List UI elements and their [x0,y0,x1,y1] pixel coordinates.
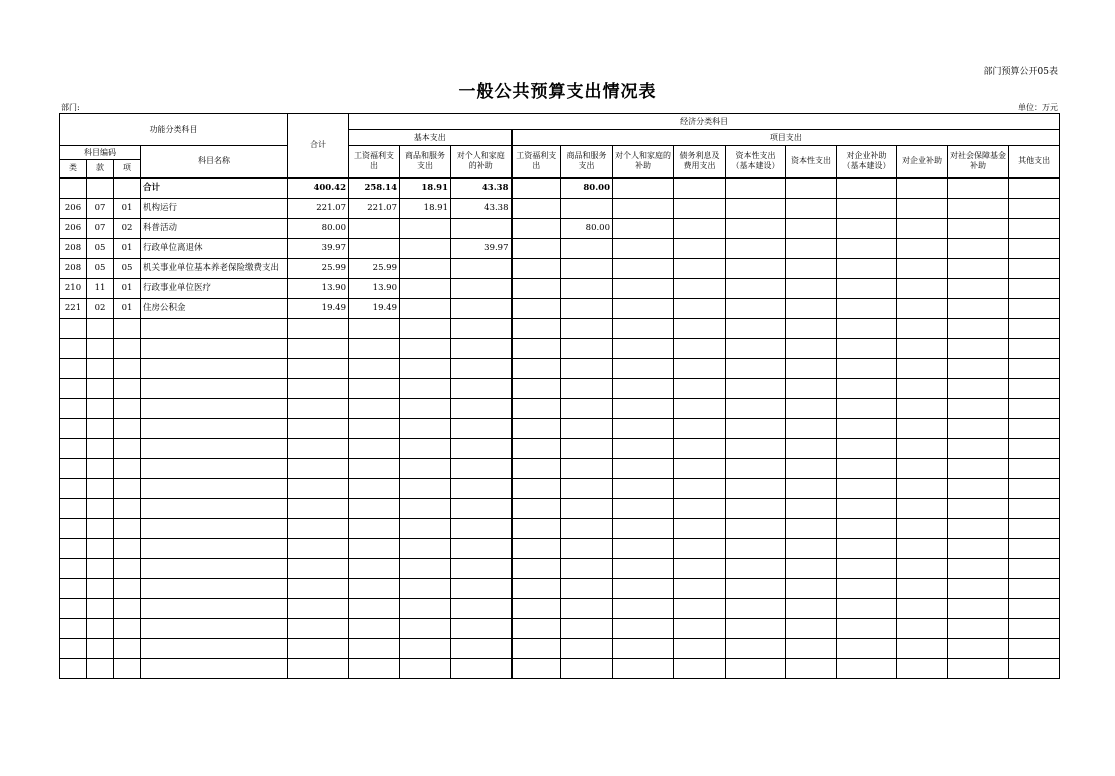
cell-xiang: 02 [114,218,141,238]
cell-kuan: 11 [87,278,114,298]
cell-b-wage [349,238,400,258]
cell-name: 行政单位离退休 [141,238,288,258]
cell-b-wage: 221.07 [349,198,400,218]
cell-p-wage [512,278,561,298]
cell-xiang: 01 [114,298,141,318]
basic-individual-header: 对个人和家庭的补助 [451,146,512,178]
cell-p-goods [561,258,613,278]
cell-xiang: 01 [114,238,141,258]
empty-row [60,378,1060,398]
cell-b-individual: 43.38 [451,198,512,218]
cell-p-wage [512,298,561,318]
report-code: 部门预算公开05表 [983,67,1058,77]
budget-table [59,113,1060,679]
cell-b-individual [451,278,512,298]
empty-row [60,558,1060,578]
cell-lei: 208 [60,238,87,258]
project-capital-header: 资本性支出 [786,146,837,178]
project-header: 项目支出 [512,130,1060,146]
cell-b-goods [400,238,451,258]
cell-b-goods [400,278,451,298]
total-row [60,178,1060,199]
cell-total: 13.90 [288,278,349,298]
cell-b-individual: 39.97 [451,238,512,258]
empty-row [60,638,1060,658]
empty-row [60,398,1060,418]
project-wage-header: 工资福利支出 [512,146,561,178]
empty-row [60,458,1060,478]
cell-name: 科普活动 [141,218,288,238]
cell-b-goods: 18.91 [400,198,451,218]
table-row [60,258,1060,278]
table-row [60,278,1060,298]
cell-p-goods: 80.00 [561,218,613,238]
project-enterprise-construction-header: 对企业补助（基本建设） [837,146,897,178]
cell-total: 221.07 [288,198,349,218]
cell-name: 住房公积金 [141,298,288,318]
cell-name: 行政事业单位医疗 [141,278,288,298]
cell-b-individual [451,218,512,238]
xiang-header: 项 [114,160,141,178]
code-header: 科目编码 [60,146,141,160]
func-class-header: 功能分类科目 [60,114,288,146]
department-label: 部门: [61,103,80,112]
table-row [60,218,1060,238]
cell-lei: 210 [60,278,87,298]
name-header: 科目名称 [141,146,288,178]
cell-p-goods [561,298,613,318]
project-other-header: 其他支出 [1009,146,1060,178]
empty-row [60,578,1060,598]
cell-total: 39.97 [288,238,349,258]
cell-lei: 221 [60,298,87,318]
empty-row [60,538,1060,558]
empty-row [60,338,1060,358]
cell-kuan: 07 [87,218,114,238]
cell-p-goods [561,278,613,298]
project-individual-header: 对个人和家庭的补助 [613,146,674,178]
cell-p-wage [512,238,561,258]
cell-xiang: 01 [114,278,141,298]
cell-b-wage: 19.49 [349,298,400,318]
kuan-header: 款 [87,160,114,178]
project-enterprise-header: 对企业补助 [897,146,948,178]
empty-row [60,318,1060,338]
total-row-total: 400.42 [288,178,349,199]
cell-xiang: 05 [114,258,141,278]
empty-row [60,618,1060,638]
project-capital-construction-header: 资本性支出（基本建设） [726,146,786,178]
cell-total: 80.00 [288,218,349,238]
empty-row [60,658,1060,678]
cell-kuan: 02 [87,298,114,318]
table-row [60,298,1060,318]
total-row-label: 合计 [141,178,288,199]
cell-p-wage [512,258,561,278]
cell-p-wage [512,218,561,238]
empty-row [60,518,1060,538]
total-row-basic-wage: 258.14 [349,178,400,199]
total-header: 合计 [288,114,349,178]
total-row-project-wage [512,178,561,199]
empty-row [60,418,1060,438]
lei-header: 类 [60,160,87,178]
cell-total: 25.99 [288,258,349,278]
cell-p-goods [561,198,613,218]
total-row-basic-individual: 43.38 [451,178,512,199]
cell-p-wage [512,198,561,218]
project-debt-header: 债务利息及费用支出 [674,146,726,178]
cell-kuan: 05 [87,258,114,278]
cell-b-goods [400,298,451,318]
cell-b-wage [349,218,400,238]
project-social-security-header: 对社会保障基金补助 [948,146,1009,178]
table-row [60,238,1060,258]
cell-lei: 206 [60,218,87,238]
cell-xiang: 01 [114,198,141,218]
basic-wage-header: 工资福利支出 [349,146,400,178]
cell-total: 19.49 [288,298,349,318]
empty-row [60,438,1060,458]
cell-b-goods [400,218,451,238]
cell-b-goods [400,258,451,278]
cell-kuan: 05 [87,238,114,258]
cell-kuan: 07 [87,198,114,218]
cell-b-wage: 25.99 [349,258,400,278]
page-title: 一般公共预算支出情况表 [458,82,657,102]
cell-b-wage: 13.90 [349,278,400,298]
basic-goods-header: 商品和服务支出 [400,146,451,178]
cell-lei: 208 [60,258,87,278]
cell-name: 机构运行 [141,198,288,218]
empty-row [60,598,1060,618]
empty-row [60,478,1060,498]
cell-b-individual [451,298,512,318]
empty-row [60,498,1060,518]
cell-p-goods [561,238,613,258]
basic-header: 基本支出 [349,130,512,146]
econ-class-header: 经济分类科目 [349,114,1060,130]
table-row [60,198,1060,218]
project-goods-header: 商品和服务支出 [561,146,613,178]
total-row-project-goods: 80.00 [561,178,613,199]
cell-name: 机关事业单位基本养老保险缴费支出 [141,258,288,278]
empty-row [60,358,1060,378]
unit-label: 单位：万元 [1018,103,1058,112]
total-row-basic-goods: 18.91 [400,178,451,199]
cell-b-individual [451,258,512,278]
cell-lei: 206 [60,198,87,218]
